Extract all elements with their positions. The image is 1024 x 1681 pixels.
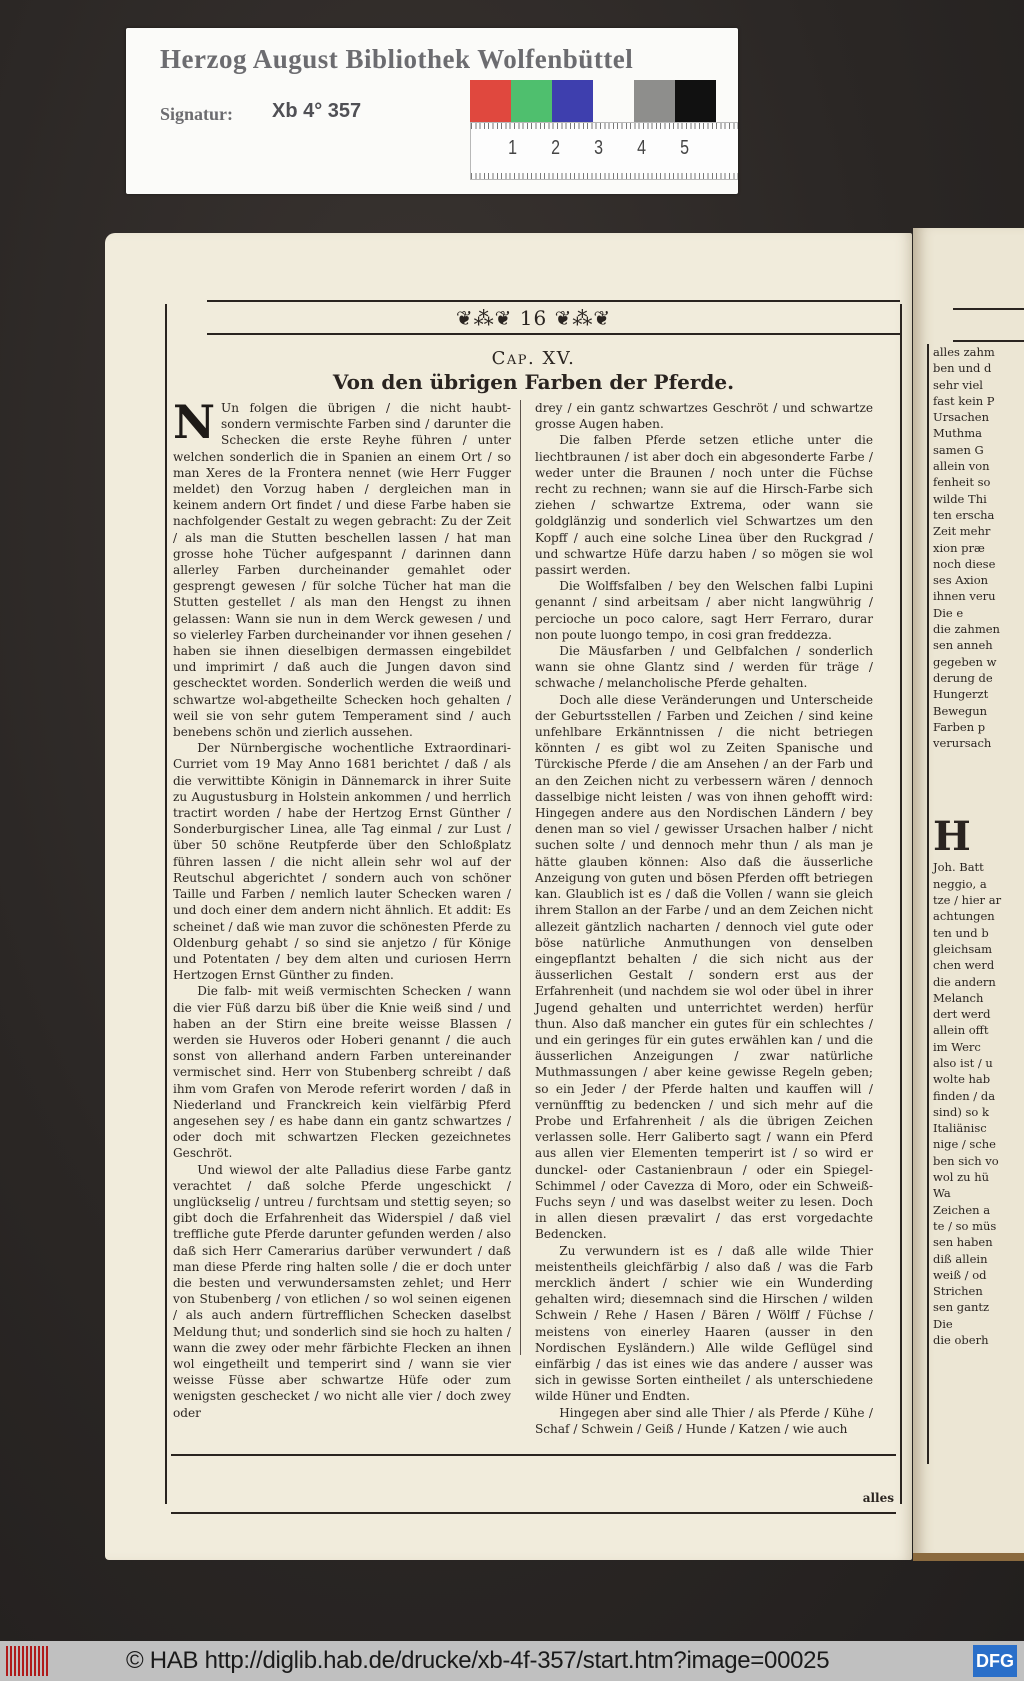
facing-line: Italiänisc	[933, 1121, 987, 1136]
facing-line: derung de	[933, 670, 993, 685]
ruler-number: 5	[680, 137, 690, 159]
facing-line: ben und d	[933, 361, 992, 376]
header-rule-top	[207, 300, 900, 302]
footer-rule-top	[171, 1454, 896, 1456]
facing-line: also ist / u	[933, 1055, 993, 1070]
facing-line: Die e	[933, 605, 964, 620]
facing-line: neggio, a	[933, 876, 987, 891]
facing-line: die andern	[933, 974, 996, 989]
color-swatch	[552, 80, 593, 122]
facing-line: ses Axion	[933, 573, 989, 588]
facing-line: achtungen	[933, 909, 995, 924]
signatur-label: Signatur:	[160, 104, 234, 124]
facing-line: alles zahm	[933, 345, 995, 359]
facing-line: Farben p	[933, 719, 986, 734]
ruler-scale	[470, 122, 738, 180]
facing-line: Bewegun	[933, 703, 988, 718]
ruler-number: 2	[551, 137, 561, 159]
facing-line: fenheit so	[933, 475, 991, 490]
facing-line: tze / hier ar	[933, 893, 1002, 908]
paragraph: Die falb- mit weiß vermischten Schecken / wann die vier Füß darzu biß über die Knie weiß sind / und haben an der Stirn eine breite weisse Blassen / werden sie Huveros oder Hoberi genannt / die auch sonst von allerhand andern Farben untereinander vermischet sind. Herr von Stubenberg schreibt / daß ihm vom Grafen von Merode referirt worden / daß in Niederland und Franckreich kein vielfärbig Pferd angesehen sey / es habe dann ein gantz schwartzes / oder doch mit schwartzen Flecken gezeichnetes Geschröt.	[173, 984, 511, 1161]
facing-line: finden / da	[933, 1088, 996, 1103]
text-column-right	[535, 400, 873, 1437]
facing-line: Joh. Batt	[933, 860, 984, 875]
facing-line: ben sich vo	[933, 1153, 999, 1168]
color-swatch	[470, 80, 511, 122]
drop-cap: H	[933, 813, 971, 861]
facing-line: noch diese	[933, 556, 996, 571]
paragraph: Die falben Pferde setzen etliche unter die liechtbraunen / ist aber doch ein abgesonderte Farbe / weder unter die Braunen / noch unter die Füchse recht zu rechnen; wann sie auf die Hirsch-Farbe sich ziehen / schwartze Extrema, oder wann sie goldglänzig und sonderlich viel Schwartzes um den Kopff / auch eine solche Linea über den Ruckgrad / und schwartze Hüfe darzu haben / so mögen sie wol passirt werden.	[535, 433, 873, 578]
paragraph: drey / ein gantz schwartzes Geschröt / und schwartze grosse Augen haben.	[535, 401, 873, 432]
facing-line: ihnen veru	[933, 589, 996, 604]
facing-line: sen anneh	[933, 638, 993, 653]
facing-line: im Werc	[933, 1039, 981, 1054]
chapter-number: Cap. XV.	[491, 348, 576, 369]
page-edge	[913, 1553, 1024, 1561]
facing-line: xion præ	[933, 540, 985, 555]
facing-line: Hungerzt	[933, 687, 989, 702]
facing-line: gleichsam	[933, 941, 993, 956]
paragraph: Hingegen aber sind alle Thier / als Pferde / Kühe / Schaf / Schwein / Geiß / Hunde / Katzen / wie auch	[535, 1405, 873, 1436]
paragraph: N Un folgen die übrigen / die nicht haubt- sondern vermischte Farben sind / darunter die Schecken die erste Reyhe führen / unter welchen sonderlich die in Spanien an einem Ort / so man Xeres de la Frontera nennet (wie Herr Fugger meldet) den Vorzug haben / dergleichen man in keinem andern Ort findet / und diese Farbe haben sie nachfolgender Gestalt zu wegen gebracht: Zu der Zeit / als man die Stutten beschellen lassen / hat man grosse hohe Tücher aufgespannt / darinnen dann allerley Farben durcheinander gemahlet oder gesprengt gewesen / für solche Tücher hat man die Stutten gestellet / als man den Hengst zu ihnen gelassen: Wann sie nun in dem Werck gewesen / und so vielerley Farben durcheinander vor ihnen gesehen / haben sie ihnen dieselbigen dermassen eingebildet und imprimirt / daß auch die Jungen davon sind geschecktet worden. Sonderlich werden die weiß und schwartze wol-abgetheilte Schecken hoch gehalten / weil sie von sehr gutem Temperament sind / auch benebens schön und zierlich aussehen.	[173, 395, 511, 740]
footer-bar	[0, 1641, 1024, 1681]
facing-line: Wa	[933, 1186, 951, 1201]
spacer	[933, 751, 1024, 815]
color-swatches	[470, 80, 716, 122]
facing-line: chen werd	[933, 958, 995, 973]
facing-line: Die	[933, 1316, 953, 1331]
paragraph: Der Nürnbergische wochentliche Extraordinari-Curriet vom 19 May Anno 1681 berichtet / daß / als die verwittibte Königin in Dännemarck in ihrer Suite zu Augustusburg in Holstein ankommen / und herrlich tractirt worden / habe der Hertzog Ernst Günther / Sonderburgischer Linea, alle Tag einmal / zur Lust / über 50 schöne Reutpferde über den Schloßplatz führen lassen / die nicht allein sehr wol auf der Reutschul abgerichtet / sondern auch von schöner Taille und Farben / nemlich lauter Schecken waren / und doch einer dem andern nicht ähnlich. Et addit: Es scheinet / daß wie man zuvor die schönesten Pferde zu Oldenburg gehabt / so sind sie anjetzo / für Könige und Potentaten / bey dem alten und curiosen Herrn Hertzogen Ernst Günther zu finden.	[173, 741, 511, 983]
color-swatch	[593, 80, 634, 122]
facing-line: Zeit mehr	[933, 524, 991, 539]
footer-rule-bottom	[171, 1512, 896, 1514]
facing-line: ten und b	[933, 925, 989, 940]
facing-line: diß allein	[933, 1251, 988, 1266]
facing-line: ten erscha	[933, 507, 995, 522]
facing-line: weiß / od	[933, 1267, 987, 1282]
color-swatch	[634, 80, 675, 122]
ruler-number: 1	[508, 137, 518, 159]
facing-line: die oberh	[933, 1333, 989, 1348]
column-divider	[520, 400, 521, 1355]
paragraph: Doch alle diese Veränderungen und Unterscheide der Geburtsstellen / Farben und Zeichen / sind keine unfehlbare Erkänntnissen / die nicht betriegen könnten / es gibt wol zu Zeiten Spanische und Türckische Pferde / die am Ansehen / an der Farb und an den Zeichen nicht zu verbessern wären / dennoch dasselbige nicht leisten / was von ihnen gehofft wird: Hingegen andere aus den Nordischen Ländern / bey denen man so viel / gewisser Ursachen halber / nicht suchen solte / und dennoch mehr thun / als man je hätte glauben können: Also daß die äusserliche Anzeigung von guten und bösen Pferden offt betriegen kan. Glaublich ist es / daß die Vollen / wann sie gleich ihrem Stallon an der Farbe / und an dem Zeichen nicht allezeit gäntzlich nacharten / dennoch viel gute oder böse natürliche Anmuthungen von denselben eingepflantzt behalten / die sich nicht aus der äusserlichen Gestalt / sondern erst aus der Erfahrenheit (und nachdem sie wol oder übel in ihrer Jugend gehalten und unterrichtet werden) herfür thun. Also daß mancher ein gutes für ein schlechtes / und ein geringes für ein gutes erwählen kan / und die äusserlichen Anzeigungen / zwar natürliche Muthmassungen / aber keine gewisse Regeln geben; so ein Jeder / der Pferde halten und kauffen will / vernünfftig zu bedencken / und sich mehr auf die Probe und Erfahrenheit / als die übrigen Zeichen verlassen solle. Herr Galiberto sagt / wann ein Pferd aus allen vier Elementen temperirt ist / so wird er dunckel- oder Castanienbraun / oder ein Spiegel-Schimmel / oder Cavezza di Moro, oder ein Schweiß-Fuchs seyn / und was daselbst weiter zu lesen. Doch in allen diesen prævalirt / das erst vorgedachte Bedencken.	[535, 692, 873, 1242]
facing-line: Melanch	[933, 990, 984, 1005]
facing-line: sen haben	[933, 1235, 993, 1250]
page-header	[167, 306, 900, 330]
facing-line: allein offt	[933, 1023, 989, 1038]
facing-line: verursach	[933, 736, 992, 751]
paragraph: Die Wolffsfalben / bey den Welschen falbi Lupini genannt / sind arbeitsam / aber nicht langwührig / percioche un poco calore, sagt Herr Ferraro, durar non poute luongo tempo, in cosi gran freddezza.	[535, 579, 873, 642]
facing-line: gegeben w	[933, 654, 997, 669]
dfg-logo-icon: DFG	[973, 1645, 1017, 1677]
color-swatch	[511, 80, 552, 122]
facing-line: wol zu hü	[933, 1170, 990, 1185]
facing-line: dert werd	[933, 1007, 991, 1022]
paragraph: Die Mäusfarben / und Gelbfalchen / sonderlich wann sie ohne Glantz sind / werden für träge / schwache / melancholische Pferde gehalten.	[535, 644, 873, 691]
facing-line: fast kein P	[933, 393, 995, 408]
ruler-number: 3	[594, 137, 604, 159]
signatur-value: Xb 4° 357	[272, 100, 362, 122]
ruler-number: 4	[637, 137, 647, 159]
facing-line: Muthma	[933, 426, 982, 441]
facing-line: sehr viel	[933, 377, 983, 392]
facing-header-rule	[953, 340, 1024, 342]
facing-header-rule	[953, 308, 1024, 310]
facing-line: nige / sche	[933, 1137, 996, 1152]
facing-page-text	[927, 344, 1024, 1464]
facing-line: Ursachen	[933, 410, 990, 425]
color-swatch	[675, 80, 716, 122]
chapter-title: Von den übrigen Farben der Pferde.	[332, 370, 735, 394]
text-column-left	[173, 395, 511, 1421]
book-page	[105, 233, 912, 1560]
catchword: alles	[862, 1491, 894, 1505]
facing-line: te / so müs	[933, 1218, 997, 1233]
facing-line: samen G	[933, 442, 984, 457]
hab-logo-icon	[6, 1646, 48, 1676]
paragraph: Zu verwundern ist es / daß alle wilde Thier meistentheils gleichfärbig / also daß / was die Farb mercklich ändert / schier wie ein Wunderding gehalten wird; diesemnach sind die Hirschen / wilden Schwein / Rehe / Hasen / Bären / Wölff / Füchse / meistens von einerley Haaren (ausser in den Nordischen Eysländern.) Alle wilde Geflügel sind einfärbig / das ist eines wie das andere / ausser was sich in gewisse Sorten eintheilet / als unterschiedene wilde Hüner und Endten.	[535, 1243, 873, 1404]
facing-line: Strichen	[933, 1284, 983, 1299]
facing-line: wilde Thi	[933, 491, 987, 506]
color-reference-card	[126, 28, 738, 194]
facing-line: allein von	[933, 459, 990, 474]
facing-line: Zeichen a	[933, 1202, 991, 1217]
paragraph: Und wiewol der alte Palladius diese Farbe gantz verachtet / daß solche Pferde ungeschickt / unglückselig / untreu / furchtsam und stettig seyen; so gibt doch die Erfahrenheit das Widerspiel / daß viel treffliche gute Pferde darunter gefunden werden / also daß sich Herr Camerarius darüber verwundert / daß man diese Pferde ring halten solle / die er doch unter die besten und verwundersamsten zehlet; und Herr von Stubenberg / von etlichen / so wol seinen eigenen / als auch andern fürtrefflichen Schecken daselbst Meldung thut; und sonderlich sind sie hoch zu halten / wann die zwey oder mehr färbichte Flecken an ihnen wol eingetheilt und temperirt sind / wann sie vier weisse Füsse aber schwartze Hüfe oder zum wenigsten geschecket / wo nicht alle vier / doch zwey oder	[173, 1162, 511, 1420]
page-number: 16	[519, 306, 548, 330]
ornament-icon: ❦⁂❦	[554, 306, 612, 330]
text-frame	[165, 304, 902, 1504]
facing-page	[913, 228, 1024, 1558]
facing-line: sind) so k	[933, 1104, 989, 1119]
facing-line: die zahmen	[933, 622, 1000, 637]
drop-cap: N	[173, 395, 216, 449]
library-name: Herzog August Bibliothek Wolfenbüttel	[160, 44, 634, 74]
facing-line: sen gantz	[933, 1300, 990, 1315]
copyright-url[interactable]: © HAB http://diglib.hab.de/drucke/xb-4f-357/start.htm?image=00025	[126, 1647, 830, 1674]
header-rule-bottom	[207, 333, 900, 335]
ornament-icon: ❦⁂❦	[455, 306, 513, 330]
facing-line: wolte hab	[933, 1072, 991, 1087]
